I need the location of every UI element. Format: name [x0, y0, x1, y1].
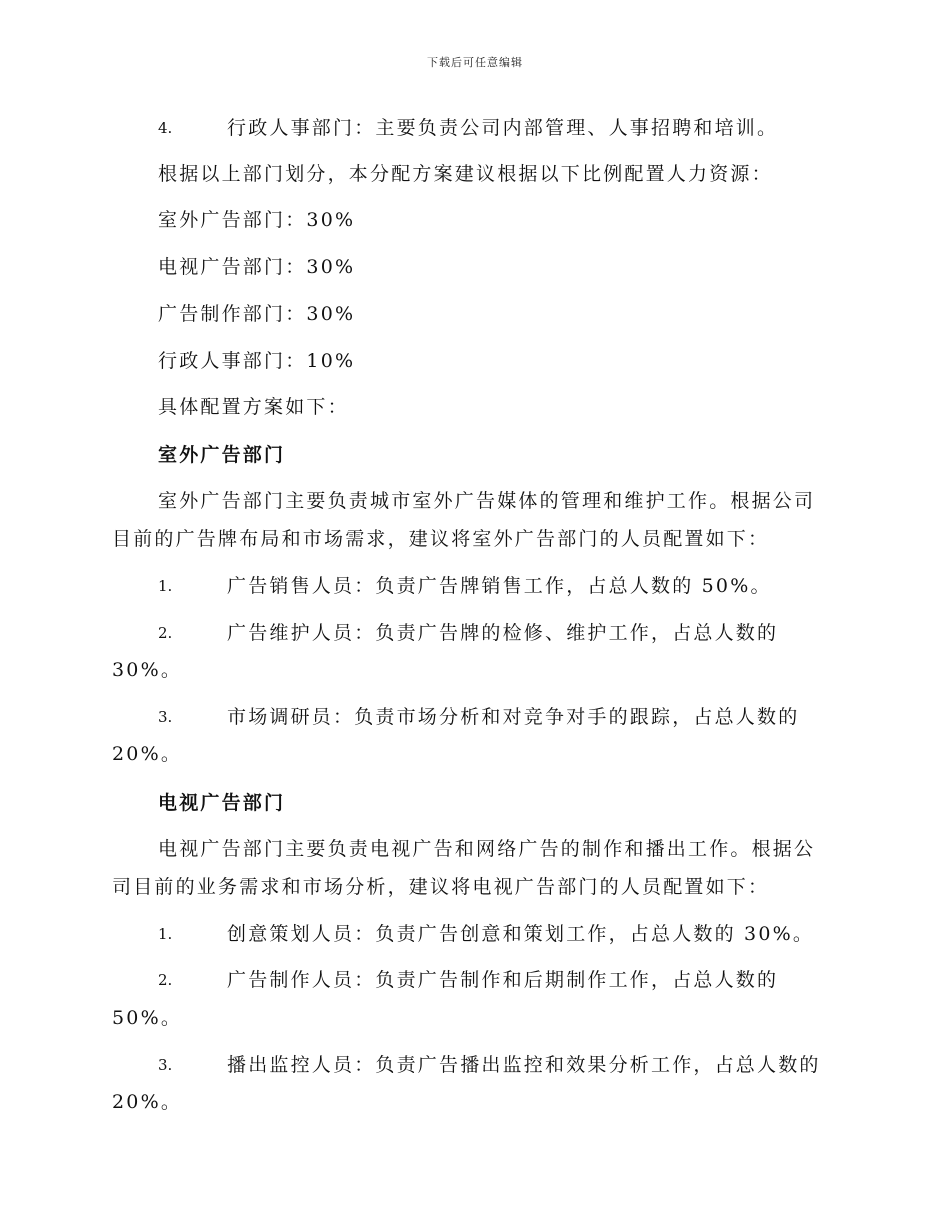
- list-item-text: 广告销售人员：负责广告牌销售工作，占总人数的 50%。: [227, 575, 772, 597]
- list-item-continuation: 20%。: [112, 1091, 183, 1113]
- list-item-text: 播出监控人员：负责广告播出监控和效果分析工作，占总人数的: [227, 1054, 821, 1076]
- paragraph-line: 电视广告部门主要负责电视广告和网络广告的制作和播出工作。根据公: [158, 838, 816, 860]
- page-header: 下载后可任意编辑: [427, 56, 523, 69]
- list-item-continuation: 20%。: [112, 743, 183, 765]
- list-item-continuation: 50%。: [112, 1007, 183, 1029]
- section-heading-outdoor: 室外广告部门: [158, 444, 286, 466]
- ratio-item: 行政人事部门：10%: [158, 350, 356, 372]
- list-item-text: 行政人事部门：主要负责公司内部管理、人事招聘和培训。: [227, 117, 779, 139]
- list-item-text: 广告维护人员：负责广告牌的检修、维护工作，占总人数的: [227, 622, 779, 644]
- list-number: 4.: [158, 119, 173, 137]
- list-item-continuation: 30%。: [112, 659, 183, 681]
- ratio-item: 电视广告部门：30%: [158, 256, 356, 278]
- ratio-item: 广告制作部门：30%: [158, 303, 356, 325]
- list-item-text: 广告制作人员：负责广告制作和后期制作工作，占总人数的: [227, 969, 779, 991]
- list-number: 3.: [158, 1056, 173, 1074]
- paragraph-line: 目前的广告牌布局和市场需求，建议将室外广告部门的人员配置如下：: [112, 528, 770, 550]
- ratio-item: 室外广告部门：30%: [158, 209, 356, 231]
- list-item-text: 市场调研员：负责市场分析和对竞争对手的跟踪，占总人数的: [227, 706, 800, 728]
- list-number: 2.: [158, 971, 173, 989]
- plan-intro: 具体配置方案如下：: [158, 396, 349, 418]
- list-number: 1.: [158, 577, 173, 595]
- list-item-text: 创意策划人员：负责广告创意和策划工作，占总人数的 30%。: [227, 923, 815, 945]
- list-number: 2.: [158, 624, 173, 642]
- allocation-intro: 根据以上部门划分，本分配方案建议根据以下比例配置人力资源：: [158, 163, 773, 185]
- paragraph-line: 室外广告部门主要负责城市室外广告媒体的管理和维护工作。根据公司: [158, 490, 816, 512]
- paragraph-line: 司目前的业务需求和市场分析，建议将电视广告部门的人员配置如下：: [112, 876, 770, 898]
- list-number: 1.: [158, 925, 173, 943]
- list-number: 3.: [158, 708, 173, 726]
- section-heading-tv: 电视广告部门: [158, 792, 286, 814]
